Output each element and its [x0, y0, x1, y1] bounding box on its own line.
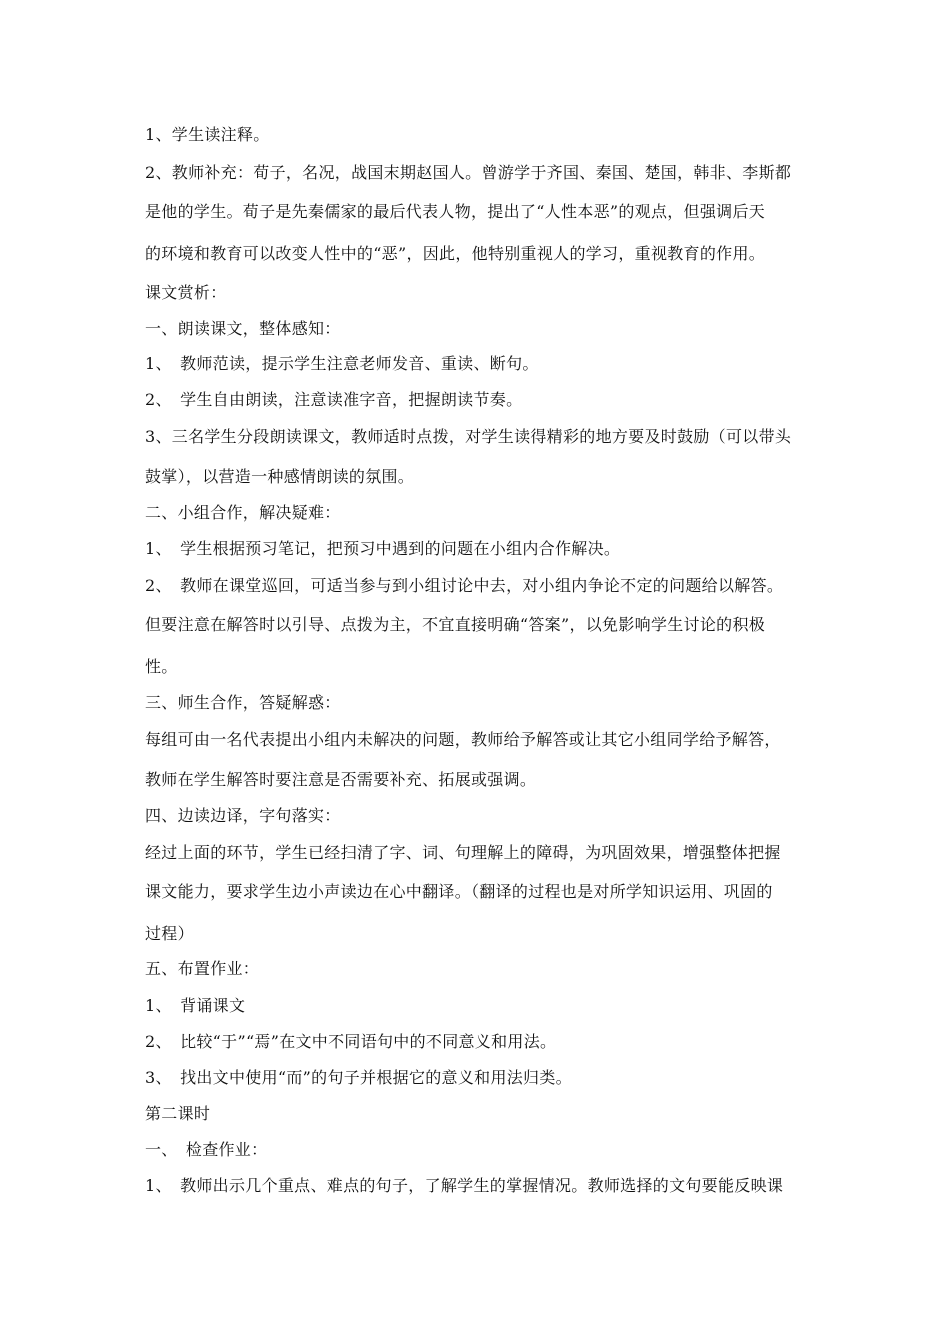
text-line: 但要注意在解答时以引导、点拨为主，不宜直接明确“答案”，以免影响学生讨论的积极	[145, 615, 766, 634]
text-line: 是他的学生。荀子是先秦儒家的最后代表人物，提出了“人性本恶”的观点，但强调后天	[145, 202, 766, 221]
text-line: 每组可由一名代表提出小组内未解决的问题，教师给予解答或让其它小组同学给予解答，	[145, 730, 781, 749]
text-line: 3、 找出文中使用“而”的句子并根据它的意义和用法归类。	[145, 1068, 572, 1087]
text-line: 2、 学生自由朗读，注意读准字音，把握朗读节奏。	[145, 390, 523, 409]
text-line: 1、 背诵课文	[145, 996, 246, 1015]
text-line: 的环境和教育可以改变人性中的“恶”，因此，他特别重视人的学习，重视教育的作用。	[145, 244, 766, 263]
text-line: 过程）	[145, 924, 194, 943]
text-line: 2、教师补充：荀子，名况，战国末期赵国人。曾游学于齐国、秦国、楚国，韩非、李斯都	[145, 163, 792, 182]
text-line: 1、学生读注释。	[145, 125, 270, 144]
text-line: 1、 教师出示几个重点、难点的句子，了解学生的掌握情况。教师选择的文句要能反映课	[145, 1176, 784, 1195]
section-heading: 一、 检查作业：	[145, 1140, 268, 1159]
text-line: 鼓掌），以营造一种感情朗读的氛围。	[145, 467, 415, 486]
text-line: 教师在学生解答时要注意是否需要补充、拓展或强调。	[145, 770, 537, 789]
text-line: 2、 教师在课堂巡回，可适当参与到小组讨论中去，对小组内争论不定的问题给以解答。	[145, 576, 784, 595]
section-heading: 五、布置作业：	[145, 959, 260, 978]
text-line: 课文能力，要求学生边小声读边在心中翻译。（翻译的过程也是对所学知识运用、巩固的	[145, 882, 773, 901]
text-line: 经过上面的环节，学生已经扫清了字、词、句理解上的障碍，为巩固效果，增强整体把握	[145, 843, 781, 862]
section-heading: 课文赏析：	[145, 283, 227, 302]
section-heading: 二、小组合作，解决疑难：	[145, 503, 341, 522]
text-line: 性。	[145, 657, 178, 676]
text-line: 2、 比较“于”“焉”在文中不同语句中的不同意义和用法。	[145, 1032, 557, 1051]
text-line: 1、 教师范读，提示学生注意老师发音、重读、断句。	[145, 354, 539, 373]
section-heading: 一、朗读课文，整体感知：	[145, 319, 341, 338]
section-heading: 三、师生合作，答疑解惑：	[145, 693, 341, 712]
text-line: 1、 学生根据预习笔记，把预习中遇到的问题在小组内合作解决。	[145, 539, 621, 558]
section-heading: 四、边读边译，字句落实：	[145, 806, 341, 825]
section-heading: 第二课时	[145, 1104, 211, 1123]
text-line: 3、三名学生分段朗读课文，教师适时点拨，对学生读得精彩的地方要及时鼓励（可以带头	[145, 427, 792, 446]
